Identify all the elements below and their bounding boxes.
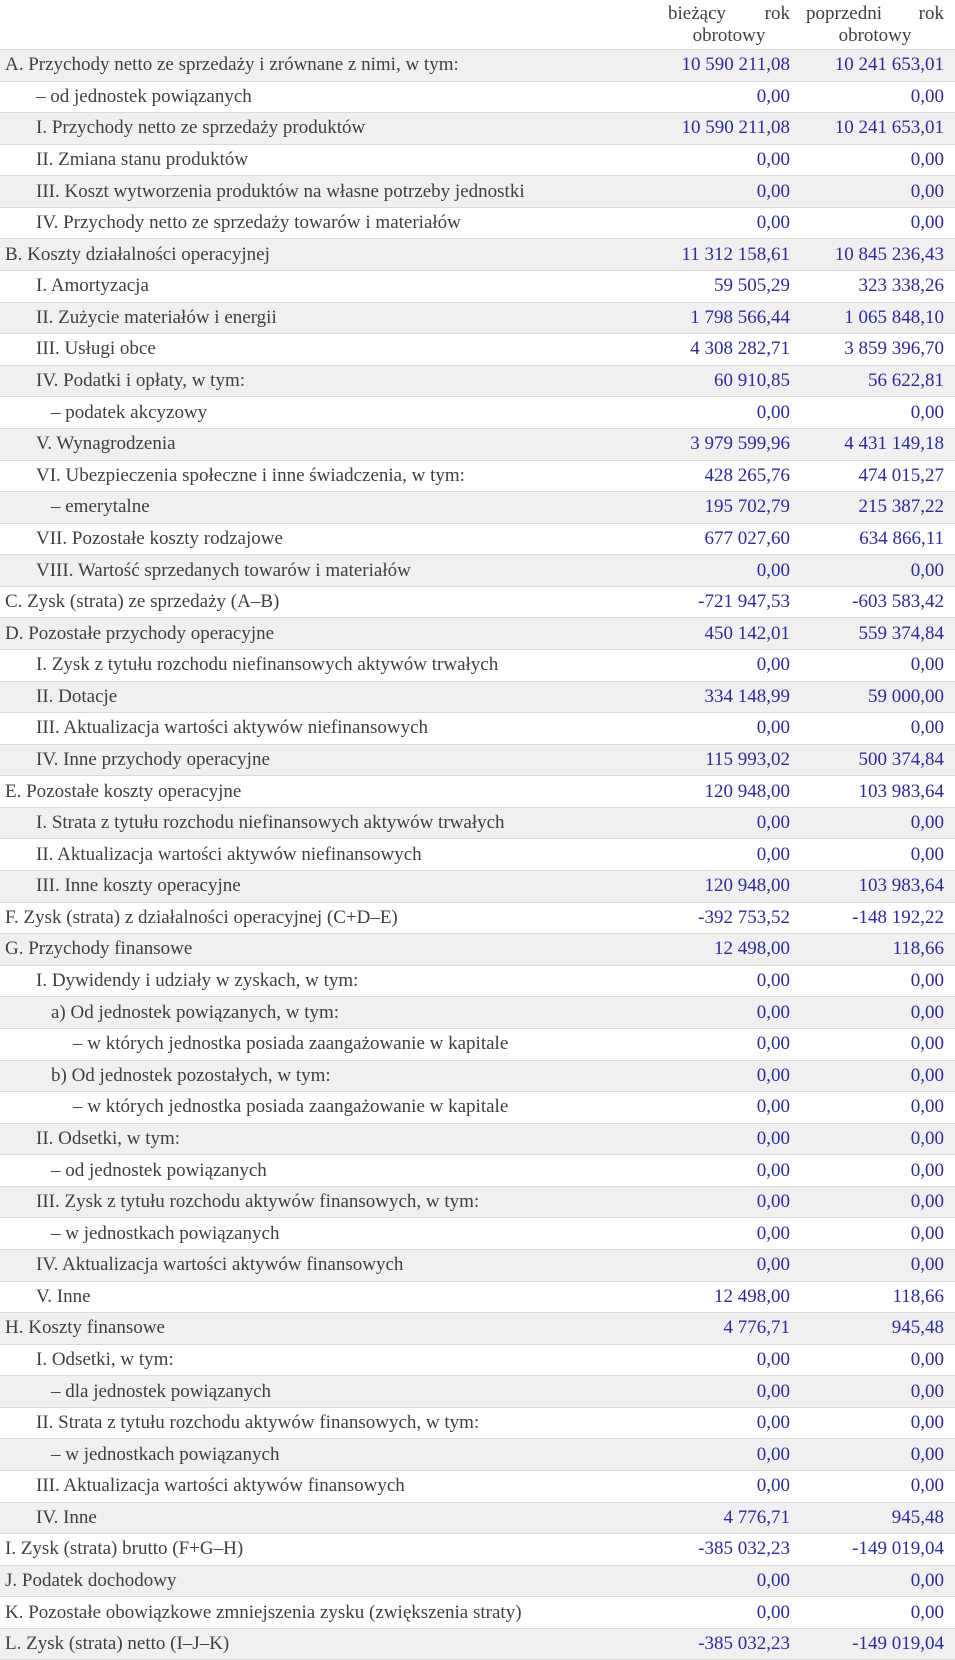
value-current-year: 0,00 <box>756 1348 790 1370</box>
value-current-year: 0,00 <box>756 1254 790 1276</box>
table-row <box>0 1123 955 1155</box>
row-label: II. Strata z tytułu rozchodu aktywów finansowych, w tym: <box>36 1412 480 1434</box>
value-previous-year: -149 019,04 <box>852 1538 944 1560</box>
value-current-year: 60 910,85 <box>714 370 790 392</box>
value-previous-year: 1 065 848,10 <box>844 306 944 328</box>
row-label: J. Podatek dochodowy <box>5 1570 177 1592</box>
row-label: IV. Aktualizacja wartości aktywów finansowych <box>36 1254 404 1276</box>
row-label: II. Zmiana stanu produktów <box>36 149 249 171</box>
value-previous-year: 945,48 <box>891 1317 944 1339</box>
row-label: V. Inne <box>36 1285 91 1307</box>
row-label: b) Od jednostek pozostałych, w tym: <box>51 1064 331 1086</box>
row-label: – w jednostkach powiązanych <box>51 1222 280 1244</box>
table-row <box>0 523 955 555</box>
value-previous-year: 0,00 <box>910 85 944 107</box>
table-row <box>0 1249 955 1281</box>
row-label: I. Dywidendy i udziały w zyskach, w tym: <box>36 970 359 992</box>
row-label: IV. Inne przychody operacyjne <box>36 749 270 770</box>
value-previous-year: 0,00 <box>910 1191 944 1213</box>
table-row <box>0 965 955 997</box>
value-current-year: 0,00 <box>756 401 790 423</box>
row-label: B. Koszty działalności operacyjnej <box>5 243 270 265</box>
value-previous-year: 0,00 <box>910 1096 944 1118</box>
table-row <box>0 1344 955 1376</box>
value-previous-year: 118,66 <box>892 938 944 960</box>
column-header-previous-year <box>790 3 955 47</box>
table-body <box>0 49 955 1660</box>
value-previous-year: 4 431 149,18 <box>844 433 944 455</box>
row-label: I. Zysk z tytułu rozchodu niefinansowych aktywów trwałych <box>36 654 499 676</box>
table-row <box>0 1407 955 1439</box>
value-previous-year: 0,00 <box>910 1348 944 1370</box>
table-row <box>0 1596 955 1628</box>
table-row <box>0 681 955 713</box>
table-row <box>0 870 955 902</box>
table-row <box>0 428 955 460</box>
value-previous-year: 0,00 <box>910 559 944 581</box>
header-previous-line2: obrotowy <box>838 25 912 46</box>
value-current-year: 0,00 <box>756 1222 790 1244</box>
row-label: E. Pozostałe koszty operacyjne <box>5 780 242 802</box>
value-current-year: 334 148,99 <box>704 685 790 707</box>
value-previous-year: 0,00 <box>910 1127 944 1149</box>
value-current-year: -392 753,52 <box>698 906 790 928</box>
value-current-year: 4 776,71 <box>723 1506 790 1528</box>
table-row <box>0 112 955 144</box>
value-previous-year: -148 192,22 <box>852 906 944 928</box>
table-row <box>0 775 955 807</box>
value-current-year: 0,00 <box>756 1475 790 1497</box>
value-current-year: 0,00 <box>756 717 790 739</box>
row-label: G. Przychody finansowe <box>5 938 193 960</box>
value-previous-year: -603 583,42 <box>852 591 944 613</box>
row-label: III. Aktualizacja wartości aktywów niefinansowych <box>36 717 429 739</box>
value-current-year: 0,00 <box>756 1096 790 1118</box>
table-row <box>0 649 955 681</box>
value-current-year: 12 498,00 <box>714 1285 790 1307</box>
table-row <box>0 554 955 586</box>
value-previous-year: 59 000,00 <box>868 685 944 707</box>
column-header-current-year <box>660 3 790 47</box>
value-current-year: 0,00 <box>756 1159 790 1181</box>
table-row <box>0 175 955 207</box>
value-current-year: 0,00 <box>756 1001 790 1023</box>
value-previous-year: 0,00 <box>910 149 944 171</box>
row-label: K. Pozostałe obowiązkowe zmniejszenia zysku (zwiększenia straty) <box>5 1601 522 1623</box>
row-label: – w których jednostka posiada zaangażowanie w kapitale <box>73 1096 509 1118</box>
row-label: – od jednostek powiązanych <box>51 1159 267 1181</box>
value-previous-year: 0,00 <box>910 1064 944 1086</box>
value-previous-year: 0,00 <box>910 1601 944 1623</box>
row-label: F. Zysk (strata) z działalności operacyjnej (C+D–E) <box>5 906 398 928</box>
table-row <box>0 1281 955 1313</box>
value-current-year: 0,00 <box>756 970 790 992</box>
table-row <box>0 807 955 839</box>
value-previous-year: 0,00 <box>910 970 944 992</box>
value-previous-year: 500 374,84 <box>858 749 944 770</box>
value-current-year: 12 498,00 <box>714 938 790 960</box>
value-current-year: 0,00 <box>756 1570 790 1592</box>
value-current-year: -385 032,23 <box>698 1633 790 1655</box>
value-current-year: 0,00 <box>756 843 790 865</box>
value-current-year: 195 702,79 <box>704 496 790 518</box>
value-previous-year: 0,00 <box>910 1570 944 1592</box>
value-current-year: 10 590 211,08 <box>681 117 790 139</box>
table-row <box>0 902 955 934</box>
value-current-year: 4 308 282,71 <box>690 338 790 360</box>
row-label: IV. Przychody netto ze sprzedaży towarów i materiałów <box>36 212 461 234</box>
value-previous-year: 945,48 <box>891 1506 944 1528</box>
header-previous-word2: rok <box>918 3 944 24</box>
value-current-year: 0,00 <box>756 149 790 171</box>
header-current-word2: rok <box>764 3 790 24</box>
table-row <box>0 1533 955 1565</box>
row-label: I. Amortyzacja <box>36 275 149 297</box>
value-previous-year: 0,00 <box>910 1222 944 1244</box>
value-current-year: 3 979 599,96 <box>690 433 790 455</box>
table-row <box>0 1312 955 1344</box>
row-label: – emerytalne <box>51 496 150 518</box>
row-label: III. Zysk z tytułu rozchodu aktywów finansowych, w tym: <box>36 1191 480 1213</box>
table-header <box>0 0 955 49</box>
value-current-year: 0,00 <box>756 1443 790 1465</box>
value-previous-year: 0,00 <box>910 1475 944 1497</box>
table-row <box>0 396 955 428</box>
value-current-year: 11 312 158,61 <box>681 243 790 265</box>
value-previous-year: -149 019,04 <box>852 1633 944 1655</box>
row-label: II. Odsetki, w tym: <box>36 1127 181 1149</box>
header-current-line2: obrotowy <box>692 25 766 46</box>
value-previous-year: 0,00 <box>910 1033 944 1055</box>
table-row <box>0 712 955 744</box>
value-current-year: 428 265,76 <box>704 464 790 486</box>
value-previous-year: 559 374,84 <box>858 622 944 644</box>
value-previous-year: 0,00 <box>910 1001 944 1023</box>
row-label: L. Zysk (strata) netto (I–J–K) <box>5 1633 230 1655</box>
value-previous-year: 10 845 236,43 <box>834 243 944 265</box>
value-previous-year: 0,00 <box>910 1254 944 1276</box>
table-row <box>0 333 955 365</box>
value-current-year: 677 027,60 <box>704 527 790 549</box>
row-label: II. Dotacje <box>36 685 118 707</box>
value-previous-year: 10 241 653,01 <box>834 117 944 139</box>
value-current-year: 120 948,00 <box>704 780 790 802</box>
value-current-year: 59 505,29 <box>714 275 790 297</box>
row-label: I. Zysk (strata) brutto (F+G–H) <box>5 1538 244 1560</box>
row-label: III. Aktualizacja wartości aktywów finansowych <box>36 1475 405 1497</box>
row-label: I. Strata z tytułu rozchodu niefinansowych aktywów trwałych <box>36 812 505 834</box>
table-row <box>0 1438 955 1470</box>
row-label: A. Przychody netto ze sprzedaży i zrównane z nimi, w tym: <box>5 54 459 76</box>
row-label: – podatek akcyzowy <box>51 401 208 423</box>
value-previous-year: 103 983,64 <box>858 875 944 897</box>
table-row <box>0 933 955 965</box>
row-label: D. Pozostałe przychody operacyjne <box>5 622 275 644</box>
table-row <box>0 1628 955 1660</box>
table-row <box>0 144 955 176</box>
table-row <box>0 49 955 81</box>
row-label: III. Inne koszty operacyjne <box>36 875 241 897</box>
value-previous-year: 0,00 <box>910 1412 944 1434</box>
value-previous-year: 323 338,26 <box>858 275 944 297</box>
value-current-year: 0,00 <box>756 1064 790 1086</box>
header-previous-word1: poprzedni <box>806 3 882 24</box>
value-current-year: 0,00 <box>756 654 790 676</box>
value-current-year: 0,00 <box>756 85 790 107</box>
row-label: – w jednostkach powiązanych <box>51 1443 280 1465</box>
row-label: VI. Ubezpieczenia społeczne i inne świadczenia, w tym: <box>36 464 465 486</box>
value-previous-year: 56 622,81 <box>868 370 944 392</box>
value-current-year: 120 948,00 <box>704 875 790 897</box>
table-row <box>0 302 955 334</box>
value-current-year: 0,00 <box>756 559 790 581</box>
value-previous-year: 103 983,64 <box>858 780 944 802</box>
value-current-year: 115 993,02 <box>705 749 790 770</box>
value-previous-year: 0,00 <box>910 1380 944 1402</box>
table-row <box>0 207 955 239</box>
row-label: III. Usługi obce <box>36 338 156 360</box>
value-previous-year: 0,00 <box>910 1159 944 1181</box>
table-row <box>0 1375 955 1407</box>
row-label: IV. Podatki i opłaty, w tym: <box>36 370 245 392</box>
value-previous-year: 3 859 396,70 <box>844 338 944 360</box>
value-current-year: 4 776,71 <box>723 1317 790 1339</box>
table-row <box>0 460 955 492</box>
row-label: H. Koszty finansowe <box>5 1317 165 1339</box>
value-previous-year: 0,00 <box>910 1443 944 1465</box>
value-current-year: -721 947,53 <box>698 591 790 613</box>
table-row <box>0 1028 955 1060</box>
value-current-year: 0,00 <box>756 180 790 202</box>
table-row <box>0 586 955 618</box>
value-current-year: 0,00 <box>756 212 790 234</box>
value-previous-year: 10 241 653,01 <box>834 54 944 76</box>
value-previous-year: 0,00 <box>910 843 944 865</box>
table-row <box>0 996 955 1028</box>
row-label: I. Odsetki, w tym: <box>36 1348 174 1370</box>
table-row <box>0 270 955 302</box>
value-previous-year: 0,00 <box>910 717 944 739</box>
table-row <box>0 1060 955 1092</box>
table-row <box>0 1091 955 1123</box>
value-current-year: 10 590 211,08 <box>681 54 790 76</box>
table-row <box>0 617 955 649</box>
table-row <box>0 1217 955 1249</box>
table-row <box>0 238 955 270</box>
table-row <box>0 1154 955 1186</box>
value-previous-year: 634 866,11 <box>859 527 944 549</box>
row-label: a) Od jednostek powiązanych, w tym: <box>51 1001 340 1023</box>
value-current-year: 0,00 <box>756 1601 790 1623</box>
table-row <box>0 1186 955 1218</box>
value-previous-year: 215 387,22 <box>858 496 944 518</box>
value-previous-year: 118,66 <box>892 1285 944 1307</box>
value-previous-year: 0,00 <box>910 401 944 423</box>
row-label: I. Przychody netto ze sprzedaży produktów <box>36 117 366 139</box>
value-previous-year: 0,00 <box>910 654 944 676</box>
row-label: – dla jednostek powiązanych <box>51 1380 272 1402</box>
row-label: IV. Inne <box>36 1506 97 1528</box>
table-row <box>0 491 955 523</box>
value-current-year: -385 032,23 <box>698 1538 790 1560</box>
value-current-year: 0,00 <box>756 1033 790 1055</box>
table-row <box>0 81 955 113</box>
row-label: II. Zużycie materiałów i energii <box>36 306 277 328</box>
row-label: VIII. Wartość sprzedanych towarów i materiałów <box>36 559 411 581</box>
value-current-year: 0,00 <box>756 1191 790 1213</box>
value-previous-year: 0,00 <box>910 212 944 234</box>
table-row <box>0 1470 955 1502</box>
row-label: II. Aktualizacja wartości aktywów niefinansowych <box>36 843 422 865</box>
row-label: V. Wynagrodzenia <box>36 433 176 455</box>
row-label: – od jednostek powiązanych <box>36 85 252 107</box>
table-row <box>0 1565 955 1597</box>
value-current-year: 0,00 <box>756 1127 790 1149</box>
value-current-year: 0,00 <box>756 1380 790 1402</box>
value-previous-year: 474 015,27 <box>858 464 944 486</box>
value-current-year: 0,00 <box>756 812 790 834</box>
value-current-year: 450 142,01 <box>704 622 790 644</box>
row-label: C. Zysk (strata) ze sprzedaży (A–B) <box>5 591 280 613</box>
table-row <box>0 1502 955 1534</box>
header-current-word1: bieżący <box>668 3 727 24</box>
table-row <box>0 838 955 870</box>
table-row <box>0 365 955 397</box>
value-previous-year: 0,00 <box>910 180 944 202</box>
row-label: III. Koszt wytworzenia produktów na własne potrzeby jednostki <box>36 180 525 202</box>
value-current-year: 0,00 <box>756 1412 790 1434</box>
table-row <box>0 744 955 776</box>
value-previous-year: 0,00 <box>910 812 944 834</box>
row-label: VII. Pozostałe koszty rodzajowe <box>36 527 283 549</box>
row-label: – w których jednostka posiada zaangażowanie w kapitale <box>73 1033 509 1055</box>
value-current-year: 1 798 566,44 <box>690 306 790 328</box>
